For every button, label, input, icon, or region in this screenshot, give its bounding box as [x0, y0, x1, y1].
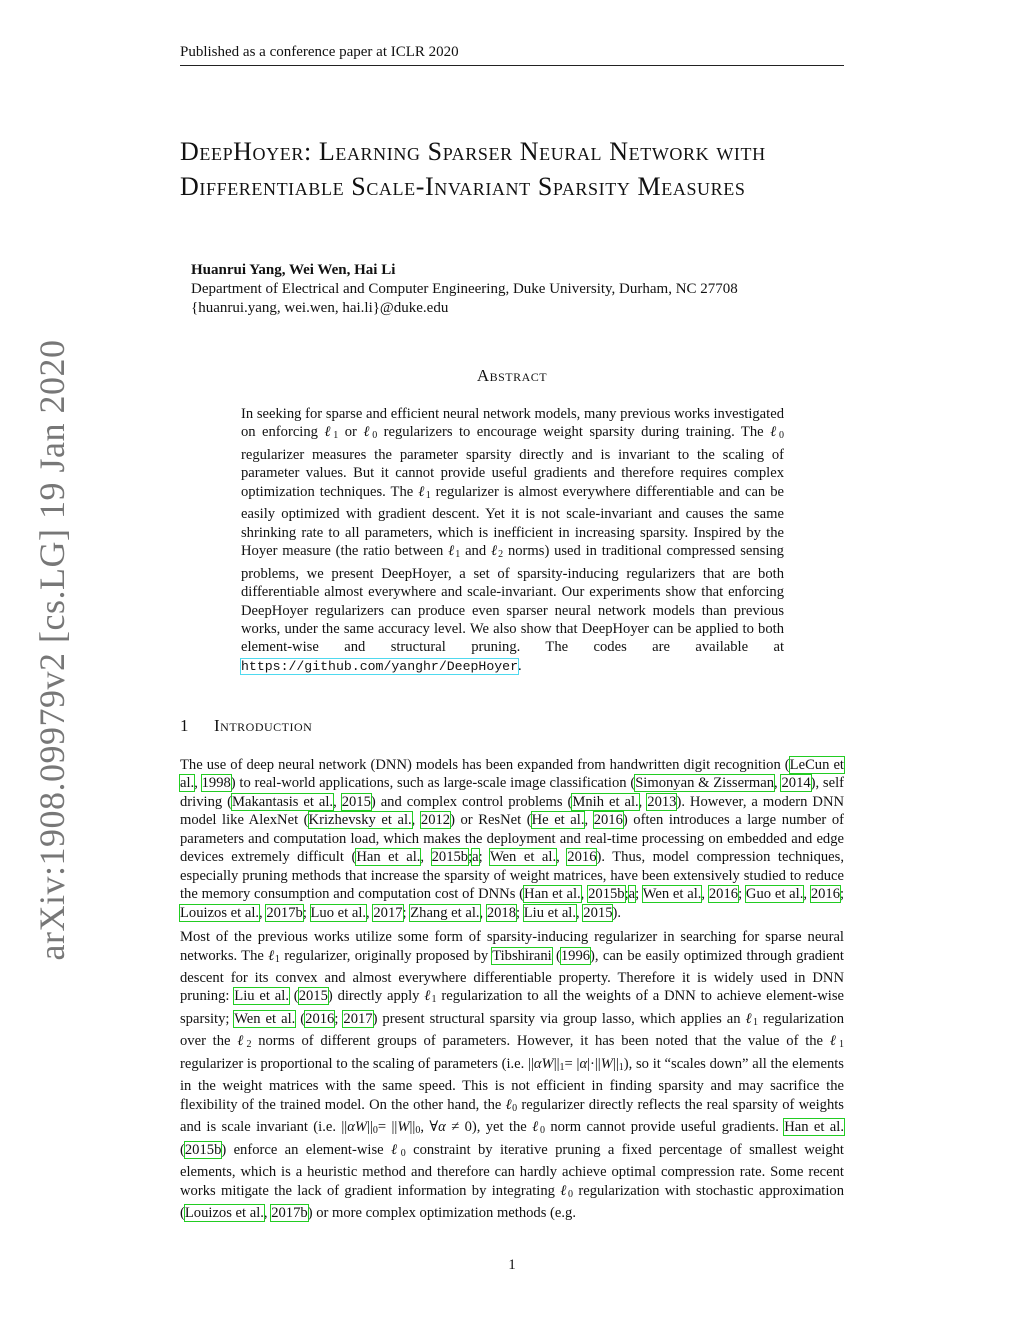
- citation-link[interactable]: Han et al.: [784, 1119, 844, 1136]
- citation-link[interactable]: Wen et al.: [234, 1010, 296, 1027]
- citation-link[interactable]: 2016: [810, 886, 840, 903]
- citation-link[interactable]: Krizhevsky et al.: [308, 812, 412, 829]
- citation-link[interactable]: 2015: [298, 988, 328, 1005]
- citation-link[interactable]: 1998: [201, 775, 231, 792]
- abstract-body: [241, 405, 784, 676]
- citation-link[interactable]: Luo et al.: [310, 904, 367, 921]
- citation-link[interactable]: Zhang et al.: [410, 904, 480, 921]
- citation-link[interactable]: Liu et al.: [234, 988, 289, 1005]
- citation-link[interactable]: Han et al.: [356, 849, 421, 866]
- intro-paragraph-1: The use of deep neural network (DNN) models has been expanded from handwritten digit recognition (LeCun et al., 1998) to real-world applications, such as large-scale image classification (Simonyan & Zisserman, 2014), self driving (Makantasis et al., 2015) and complex control problems (Mnih et al., 2013). However, a modern DNN model like AlexNet (Krizhevsky et al., 2012) or ResNet (He et al., 2016) often introduces a large number of parameters and computation load, which makes the deployment and real-time processing on embedded and edge devices extremely difficult (Han et al., 2015b;a; Wen et al., 2016). Thus, model compression techniques, especially pruning methods that increase the sparsity of weight matrices, have been extensively studied to reduce the memory consumption and computation cost of DNNs (Han et al., 2015b;a; Wen et al., 2016; Guo et al., 2016; Louizos et al., 2017b; Luo et al., 2017; Zhang et al., 2018; Liu et al., 2015).: [180, 757, 845, 921]
- introduction-body: [180, 756, 844, 1228]
- author-block: [191, 261, 738, 318]
- github-link[interactable]: https://github.com/yanghr/DeepHoyer: [241, 658, 518, 674]
- citation-link[interactable]: 2017: [373, 904, 403, 921]
- abstract-paragraph: In seeking for sparse and efficient neural network models, many previous works investigated on enforcing ℓ$_1$ or ℓ$_0$ regularizers to encourage weight sparsity during training. The ℓ$_0$ regularizer measures the parameter sparsity directly and is invariant to the scaling of parameter values. But it cannot provide useful gradients and therefore requires complex optimization techniques. The ℓ$_1$ regularizer is almost everywhere differentiable and can be easily optimized with gradient descent. Yet it is not scale-invariant and causes the same shrinking rate to all parameters, which is inefficient in increasing sparsity. Inspired by the Hoyer measure (the ratio between ℓ$_1$ and ℓ$_2$ norms) used in traditional compressed sensing problems, we present DeepHoyer, a set of sparsity-inducing regularizers that are both differentiable almost everywhere and scale-invariant. Our experiments show that enforcing DeepHoyer regularizers can produce even sparser neural network models than previous works, under the same accuracy level. We also show that DeepHoyer can be applied to both element-wise and structural pruning. The codes are available at https://github.com/yanghr/DeepHoyer.: [241, 406, 784, 674]
- citation-link[interactable]: a: [628, 886, 636, 903]
- citation-link[interactable]: Liu et al.: [523, 904, 576, 921]
- citation-link[interactable]: Han et al.: [524, 886, 581, 903]
- author-names: Huanrui Yang, Wei Wen, Hai Li: [191, 262, 396, 278]
- running-head: Published as a conference paper at ICLR 2020: [180, 44, 844, 66]
- citation-link[interactable]: 2015: [583, 904, 613, 921]
- citation-link[interactable]: 2015b: [588, 886, 625, 903]
- citation-link[interactable]: Makantasis et al.: [231, 793, 334, 810]
- citation-link[interactable]: 2013: [647, 793, 677, 810]
- citation-link[interactable]: Louizos et al.: [180, 904, 260, 921]
- citation-link[interactable]: 2016: [593, 812, 623, 829]
- citation-link[interactable]: 2017: [343, 1010, 373, 1027]
- citation-link[interactable]: Wen et al.: [642, 886, 702, 903]
- citation-link[interactable]: 2014: [781, 775, 811, 792]
- citation-link[interactable]: Simonyan & Zisserman: [635, 775, 775, 792]
- paper-title: DeepHoyer: Learning Sparser Neural Network with Differentiable Scale-Invariant Sparsity Measures: [180, 137, 766, 201]
- citation-link[interactable]: 2016: [567, 849, 597, 866]
- citation-link[interactable]: He et al.: [531, 812, 585, 829]
- citation-link[interactable]: 2017b: [266, 904, 303, 921]
- citation-link[interactable]: 2015b: [431, 849, 469, 866]
- citation-link[interactable]: 2016: [305, 1010, 335, 1027]
- citation-link[interactable]: Wen et al.: [489, 849, 557, 866]
- citation-link[interactable]: Tibshirani: [492, 947, 552, 964]
- section-number: 1: [180, 716, 189, 735]
- citation-link[interactable]: Mnih et al.: [572, 793, 639, 810]
- citation-link[interactable]: 2012: [420, 812, 451, 829]
- citation-link[interactable]: 1996: [560, 947, 591, 964]
- citation-link[interactable]: a: [472, 849, 479, 866]
- author-emails: {huanrui.yang, wei.wen, hai.li}@duke.edu: [191, 300, 449, 316]
- citation-link[interactable]: 2015b: [184, 1141, 222, 1158]
- arxiv-id: arXiv:1908.09979v2 [cs.LG] 19 Jan 2020: [32, 339, 72, 961]
- citation-link[interactable]: 2017b: [271, 1204, 308, 1221]
- abstract-heading: Abstract: [476, 366, 548, 385]
- page-number: 1: [508, 1257, 516, 1273]
- section-heading-introduction: [180, 716, 312, 736]
- citation-link[interactable]: Guo et al.: [745, 886, 804, 903]
- affiliation: Department of Electrical and Computer Engineering, Duke University, Durham, NC 27708: [191, 281, 738, 297]
- citation-link[interactable]: 2018: [486, 904, 517, 921]
- citation-link[interactable]: Louizos et al.: [184, 1204, 264, 1221]
- citation-link[interactable]: 2015: [341, 793, 371, 810]
- section-title: Introduction: [214, 716, 313, 735]
- citation-link[interactable]: LeCun et al.: [180, 757, 844, 792]
- citation-link[interactable]: 2016: [708, 886, 739, 903]
- intro-paragraph-2: Most of the previous works utilize some form of sparsity-inducing regularizer in searching for sparse neural networks. The ℓ$_1$ regularizer, originally proposed by Tibshirani (1996), can be easily optimized through gradient descent for its convex and almost everywhere differentiable property. Therefore it is widely used in DNN pruning: Liu et al. (2015) directly apply ℓ$_1$ regularization to all the weights of a DNN to achieve element-wise sparsity; Wen et al. (2016; 2017) present structural sparsity via group lasso, which applies an ℓ$_1$ regularization over the ℓ$_2$ norms of different groups of parameters. However, it has been noted that the value of the ℓ$_1$ regularizer is proportional to the scaling of parameters (i.e. $||\alpha W||_1= |\alpha|\cdot||W||_1$), so it “scales down” all the elements in the weight matrices with the same speed. This is not efficient in finding sparsity and may sacrifice the flexibility of the trained model. On the other hand, the ℓ$_0$ regularizer directly reflects the real sparsity of weights and is scale invariant (i.e. $||\alpha W||_0= ||W||_0$, ∀α ≠ 0), yet the ℓ$_0$ norm cannot provide useful gradients. Han et al. (2015b) enforce an element-wise ℓ$_0$ constraint by iterative pruning a fixed percentage of smallest weight elements, which is a heuristic method and therefore can hardly achieve optimal compression rate. Some recent works mitigate the lack of gradient information by integrating ℓ$_0$ regularization with stochastic approximation (Louizos et al., 2017b) or more complex optimization methods (e.g.: [180, 929, 844, 1221]
